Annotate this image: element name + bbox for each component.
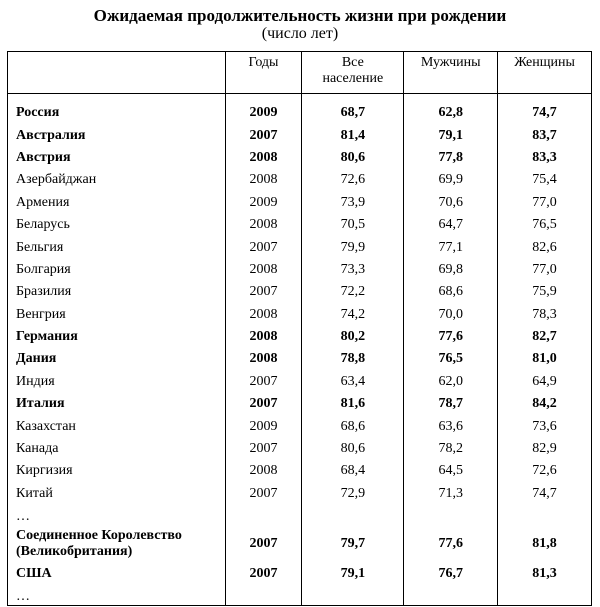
cell-all-population: 72,2 <box>302 281 404 303</box>
cell-country: Киргизия <box>8 460 226 482</box>
cell-year: 2008 <box>225 147 302 169</box>
cell-women: 77,0 <box>498 192 592 214</box>
cell-men: 63,6 <box>404 415 498 437</box>
cell-women: 75,4 <box>498 169 592 191</box>
cell-men: 69,8 <box>404 259 498 281</box>
cell-country: … <box>8 505 226 525</box>
table-row <box>8 214 592 236</box>
cell-women <box>498 585 592 606</box>
cell-year <box>225 585 302 606</box>
cell-country: Австралия <box>8 124 226 146</box>
cell-men: 62,0 <box>404 371 498 393</box>
cell-all-population: 70,5 <box>302 214 404 236</box>
header-women: Женщины <box>498 52 592 94</box>
cell-women: 64,9 <box>498 371 592 393</box>
cell-women: 84,2 <box>498 393 592 415</box>
table-row <box>8 326 592 348</box>
cell-women: 76,5 <box>498 214 592 236</box>
cell-year: 2008 <box>225 214 302 236</box>
cell-women <box>498 505 592 525</box>
cell-men: 70,6 <box>404 192 498 214</box>
table-row <box>8 236 592 258</box>
cell-year: 2007 <box>225 281 302 303</box>
cell-all-population: 63,4 <box>302 371 404 393</box>
cell-women: 82,9 <box>498 438 592 460</box>
cell-men: 76,5 <box>404 348 498 370</box>
table-row <box>8 281 592 303</box>
cell-all-population: 79,9 <box>302 236 404 258</box>
cell-country: Азербайджан <box>8 169 226 191</box>
cell-women: 81,3 <box>498 563 592 585</box>
header-country <box>8 52 226 94</box>
cell-all-population: 72,9 <box>302 483 404 505</box>
cell-all-population: 68,7 <box>302 94 404 125</box>
table-row <box>8 505 592 525</box>
header-men: Мужчины <box>404 52 498 94</box>
table-row <box>8 147 592 169</box>
cell-women: 83,3 <box>498 147 592 169</box>
cell-year: 2007 <box>225 393 302 415</box>
cell-country: Китай <box>8 483 226 505</box>
cell-country: Соединенное Королевство (Великобритания) <box>8 525 226 563</box>
table-row <box>8 460 592 482</box>
cell-men: 77,1 <box>404 236 498 258</box>
cell-country: Германия <box>8 326 226 348</box>
cell-all-population: 79,7 <box>302 525 404 563</box>
cell-country: Беларусь <box>8 214 226 236</box>
cell-year: 2009 <box>225 192 302 214</box>
table-row <box>8 304 592 326</box>
cell-all-population: 68,6 <box>302 415 404 437</box>
cell-all-population: 73,3 <box>302 259 404 281</box>
cell-country: Россия <box>8 94 226 125</box>
cell-all-population: 78,8 <box>302 348 404 370</box>
cell-year <box>225 505 302 525</box>
cell-all-population: 81,6 <box>302 393 404 415</box>
page-subtitle: (число лет) <box>261 25 339 42</box>
table-row <box>8 415 592 437</box>
header-all-population: Все население <box>302 52 404 94</box>
cell-year: 2008 <box>225 169 302 191</box>
cell-year: 2007 <box>225 438 302 460</box>
cell-men: 79,1 <box>404 124 498 146</box>
cell-country: Бельгия <box>8 236 226 258</box>
cell-men: 64,5 <box>404 460 498 482</box>
cell-men: 69,9 <box>404 169 498 191</box>
cell-women: 82,7 <box>498 326 592 348</box>
cell-all-population: 68,4 <box>302 460 404 482</box>
table-row <box>8 124 592 146</box>
cell-country: Болгария <box>8 259 226 281</box>
cell-women: 74,7 <box>498 483 592 505</box>
cell-men: 77,8 <box>404 147 498 169</box>
table-row <box>8 169 592 191</box>
cell-men: 64,7 <box>404 214 498 236</box>
cell-women: 72,6 <box>498 460 592 482</box>
cell-year: 2008 <box>225 326 302 348</box>
table-row <box>8 525 592 563</box>
cell-country: … <box>8 585 226 606</box>
table-row <box>8 192 592 214</box>
cell-all-population: 72,6 <box>302 169 404 191</box>
cell-men: 68,6 <box>404 281 498 303</box>
cell-women: 81,0 <box>498 348 592 370</box>
cell-year: 2008 <box>225 348 302 370</box>
cell-year: 2009 <box>225 415 302 437</box>
cell-men <box>404 585 498 606</box>
cell-year: 2007 <box>225 483 302 505</box>
table-body <box>8 94 592 606</box>
cell-country: Венгрия <box>8 304 226 326</box>
cell-year: 2008 <box>225 259 302 281</box>
cell-men: 77,6 <box>404 326 498 348</box>
table-row <box>8 259 592 281</box>
cell-country: Казахстан <box>8 415 226 437</box>
cell-all-population <box>302 505 404 525</box>
cell-country: Канада <box>8 438 226 460</box>
cell-all-population: 80,2 <box>302 326 404 348</box>
table-row <box>8 371 592 393</box>
cell-men <box>404 505 498 525</box>
cell-year: 2007 <box>225 525 302 563</box>
cell-men: 70,0 <box>404 304 498 326</box>
cell-women: 81,8 <box>498 525 592 563</box>
cell-women: 78,3 <box>498 304 592 326</box>
cell-year: 2009 <box>225 94 302 125</box>
cell-country: Австрия <box>8 147 226 169</box>
table-row <box>8 393 592 415</box>
cell-year: 2008 <box>225 304 302 326</box>
cell-year: 2008 <box>225 460 302 482</box>
cell-year: 2007 <box>225 236 302 258</box>
cell-men: 62,8 <box>404 94 498 125</box>
cell-all-population: 74,2 <box>302 304 404 326</box>
cell-year: 2007 <box>225 563 302 585</box>
cell-country: США <box>8 563 226 585</box>
table-row <box>8 483 592 505</box>
cell-women: 75,9 <box>498 281 592 303</box>
cell-all-population: 79,1 <box>302 563 404 585</box>
cell-women: 74,7 <box>498 94 592 125</box>
cell-all-population <box>302 585 404 606</box>
table-row <box>8 438 592 460</box>
cell-all-population: 80,6 <box>302 147 404 169</box>
cell-men: 76,7 <box>404 563 498 585</box>
cell-women: 73,6 <box>498 415 592 437</box>
cell-all-population: 80,6 <box>302 438 404 460</box>
table-row <box>8 563 592 585</box>
life-expectancy-table <box>7 51 592 606</box>
cell-all-population: 73,9 <box>302 192 404 214</box>
page-title: Ожидаемая продолжительность жизни при рождении <box>93 6 507 25</box>
header-years: Годы <box>225 52 302 94</box>
cell-women: 82,6 <box>498 236 592 258</box>
table-row <box>8 348 592 370</box>
cell-men: 78,2 <box>404 438 498 460</box>
cell-country: Бразилия <box>8 281 226 303</box>
table-row <box>8 94 592 125</box>
cell-country: Индия <box>8 371 226 393</box>
cell-men: 78,7 <box>404 393 498 415</box>
cell-women: 83,7 <box>498 124 592 146</box>
cell-men: 71,3 <box>404 483 498 505</box>
table-row <box>8 585 592 606</box>
cell-year: 2007 <box>225 124 302 146</box>
cell-men: 77,6 <box>404 525 498 563</box>
cell-country: Дания <box>8 348 226 370</box>
cell-women: 77,0 <box>498 259 592 281</box>
cell-all-population: 81,4 <box>302 124 404 146</box>
cell-country: Армения <box>8 192 226 214</box>
cell-year: 2007 <box>225 371 302 393</box>
cell-country: Италия <box>8 393 226 415</box>
table-header-row <box>8 52 592 94</box>
